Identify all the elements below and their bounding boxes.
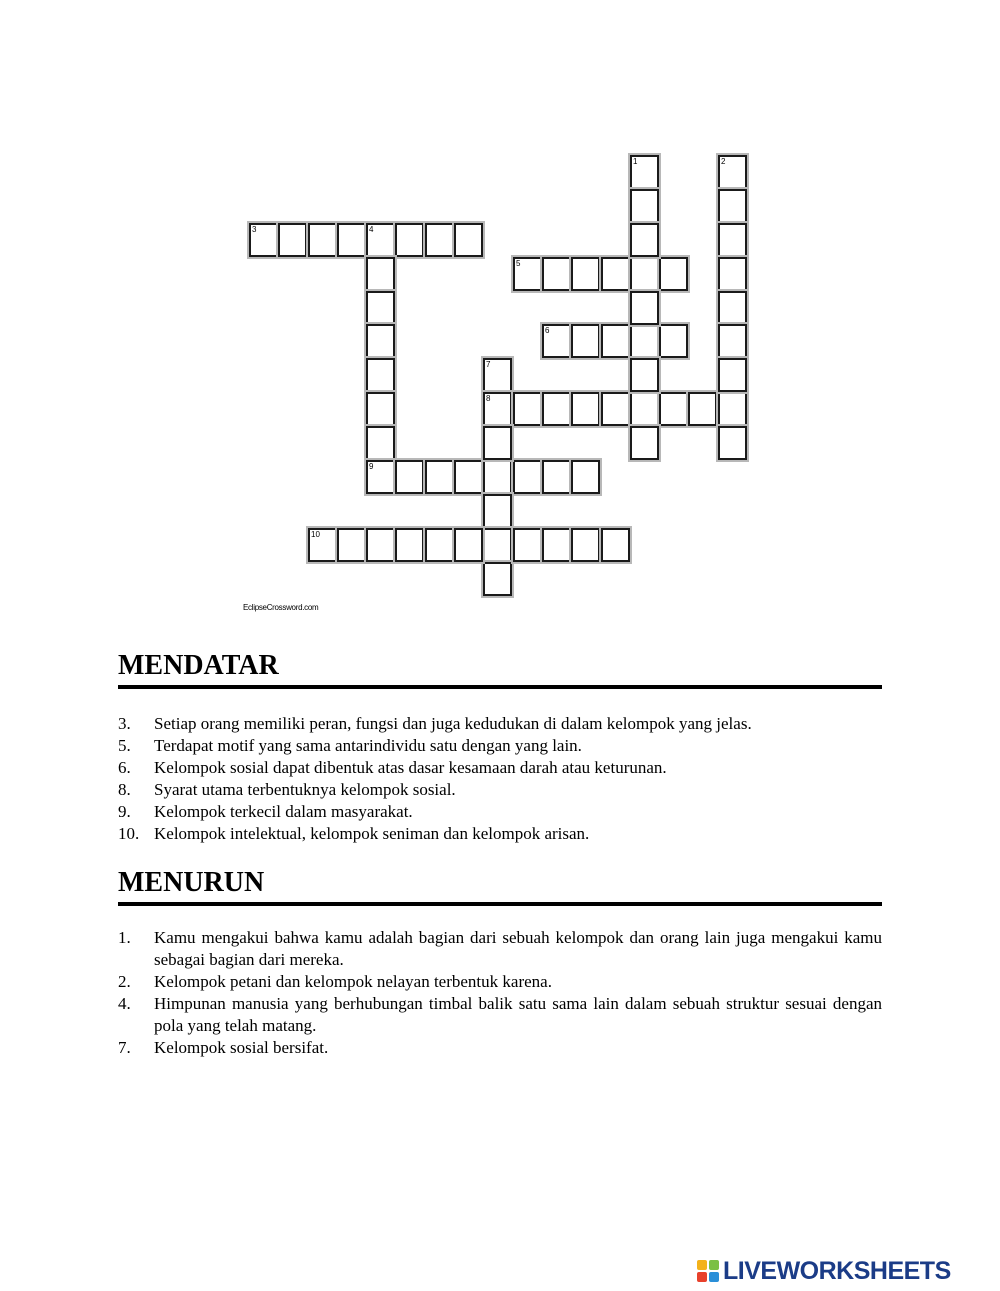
clue-down-1 bbox=[118, 927, 882, 971]
crossword-cell[interactable] bbox=[366, 460, 395, 494]
crossword-cell[interactable] bbox=[718, 392, 747, 426]
crossword-cell[interactable] bbox=[454, 528, 483, 562]
crossword-cell[interactable] bbox=[513, 460, 542, 494]
cell-number: 5 bbox=[516, 259, 521, 268]
crossword-cell[interactable] bbox=[571, 528, 600, 562]
crossword-cell[interactable] bbox=[630, 358, 659, 392]
crossword-cell[interactable] bbox=[601, 392, 630, 426]
logo-text: LIVEWORKSHEETS bbox=[723, 1256, 951, 1285]
clue-number: 5. bbox=[118, 736, 131, 755]
clue-text: Kelompok intelektual, kelompok seniman dan kelompok arisan. bbox=[154, 824, 590, 843]
down-title: MENURUN bbox=[118, 867, 265, 898]
crossword-cell[interactable] bbox=[483, 460, 512, 494]
cell-number: 8 bbox=[486, 394, 491, 403]
crossword-cell[interactable] bbox=[571, 324, 600, 358]
cell-number: 10 bbox=[311, 530, 320, 539]
crossword-cell[interactable] bbox=[542, 257, 571, 291]
crossword-cell[interactable] bbox=[718, 223, 747, 257]
crossword-cell[interactable] bbox=[425, 528, 454, 562]
clue-text: Kelompok petani dan kelompok nelayan terbentuk karena. bbox=[154, 972, 552, 991]
crossword-cell[interactable] bbox=[630, 324, 659, 358]
crossword-cell[interactable] bbox=[571, 460, 600, 494]
clue-text: Kelompok terkecil dalam masyarakat. bbox=[154, 802, 413, 821]
clue-number: 2. bbox=[118, 972, 131, 991]
cell-number: 4 bbox=[369, 225, 374, 234]
crossword-cell[interactable] bbox=[483, 358, 512, 392]
clue-across-6 bbox=[118, 757, 882, 779]
crossword-cell[interactable] bbox=[454, 460, 483, 494]
logo-mark-icon bbox=[697, 1260, 719, 1282]
crossword-cell[interactable] bbox=[542, 528, 571, 562]
crossword-cell[interactable] bbox=[718, 257, 747, 291]
crossword-cell[interactable] bbox=[513, 257, 542, 291]
liveworksheets-logo bbox=[697, 1256, 951, 1286]
clue-across-9 bbox=[118, 801, 882, 823]
crossword-cell[interactable] bbox=[718, 291, 747, 325]
crossword-cell[interactable] bbox=[630, 257, 659, 291]
across-clue-list bbox=[118, 713, 882, 845]
crossword-cell[interactable] bbox=[630, 189, 659, 223]
crossword-cell[interactable] bbox=[718, 155, 747, 189]
crossword-cell[interactable] bbox=[630, 155, 659, 189]
crossword-cell[interactable] bbox=[718, 426, 747, 460]
clue-text: Kamu mengakui bahwa kamu adalah bagian dari sebuah kelompok dan orang lain juga mengakui kamu sebagai bagian dari mereka. bbox=[154, 928, 882, 969]
clue-number: 4. bbox=[118, 994, 131, 1013]
crossword-cell[interactable] bbox=[483, 392, 512, 426]
crossword-cell[interactable] bbox=[366, 358, 395, 392]
clue-text: Setiap orang memiliki peran, fungsi dan juga kedudukan di dalam kelompok yang jelas. bbox=[154, 714, 752, 733]
clue-number: 7. bbox=[118, 1038, 131, 1057]
crossword-cell[interactable] bbox=[366, 257, 395, 291]
across-rule bbox=[118, 685, 882, 689]
crossword-cell[interactable] bbox=[630, 426, 659, 460]
crossword-cell[interactable] bbox=[542, 392, 571, 426]
crossword-cell[interactable] bbox=[366, 426, 395, 460]
crossword-cell[interactable] bbox=[630, 223, 659, 257]
crossword-cell[interactable] bbox=[395, 223, 424, 257]
logo-square-icon bbox=[697, 1272, 707, 1282]
cell-number: 3 bbox=[252, 225, 257, 234]
crossword-cell[interactable] bbox=[483, 426, 512, 460]
crossword-cell[interactable] bbox=[366, 291, 395, 325]
clue-text: Himpunan manusia yang berhubungan timbal balik satu sama lain dalam sebuah struktur sesuai dengan pola yang telah matang. bbox=[154, 994, 882, 1035]
across-title: MENDATAR bbox=[118, 650, 279, 681]
crossword-cell[interactable] bbox=[630, 392, 659, 426]
crossword-cell[interactable] bbox=[483, 528, 512, 562]
clue-text: Terdapat motif yang sama antarindividu satu dengan yang lain. bbox=[154, 736, 582, 755]
crossword-cell[interactable] bbox=[454, 223, 483, 257]
crossword-credit: EclipseCrossword.com bbox=[243, 603, 319, 612]
cell-number: 7 bbox=[486, 360, 491, 369]
crossword-cell[interactable] bbox=[337, 223, 366, 257]
crossword-cell[interactable] bbox=[483, 494, 512, 528]
crossword-cell[interactable] bbox=[395, 460, 424, 494]
clue-across-8 bbox=[118, 779, 882, 801]
crossword-cell[interactable] bbox=[601, 257, 630, 291]
crossword-cell[interactable] bbox=[249, 223, 278, 257]
crossword-cell[interactable] bbox=[571, 257, 600, 291]
cell-number: 1 bbox=[633, 157, 638, 166]
crossword-cell[interactable] bbox=[659, 392, 688, 426]
logo-square-icon bbox=[709, 1260, 719, 1270]
clue-number: 6. bbox=[118, 758, 131, 777]
clue-text: Kelompok sosial bersifat. bbox=[154, 1038, 329, 1057]
crossword-cell[interactable] bbox=[571, 392, 600, 426]
cell-number: 2 bbox=[721, 157, 726, 166]
crossword-cell[interactable] bbox=[718, 324, 747, 358]
crossword-cell[interactable] bbox=[688, 392, 717, 426]
cell-number: 9 bbox=[369, 462, 374, 471]
clue-text: Kelompok sosial dapat dibentuk atas dasar kesamaan darah atau keturunan. bbox=[154, 758, 667, 777]
clue-text: Syarat utama terbentuknya kelompok sosial. bbox=[154, 780, 456, 799]
crossword-cell[interactable] bbox=[601, 528, 630, 562]
crossword-cell[interactable] bbox=[366, 392, 395, 426]
crossword-cell[interactable] bbox=[659, 257, 688, 291]
crossword-cell[interactable] bbox=[601, 324, 630, 358]
crossword-cell[interactable] bbox=[718, 358, 747, 392]
crossword-cell[interactable] bbox=[483, 562, 512, 596]
crossword-cell[interactable] bbox=[366, 223, 395, 257]
crossword-cell[interactable] bbox=[513, 528, 542, 562]
crossword-cell[interactable] bbox=[425, 223, 454, 257]
down-clue-list bbox=[118, 927, 882, 1059]
crossword-cell[interactable] bbox=[337, 528, 366, 562]
crossword-cell[interactable] bbox=[425, 460, 454, 494]
clue-across-5 bbox=[118, 735, 882, 757]
crossword-cell[interactable] bbox=[308, 528, 337, 562]
crossword-cell[interactable] bbox=[659, 324, 688, 358]
crossword-cell[interactable] bbox=[542, 460, 571, 494]
down-rule bbox=[118, 902, 882, 906]
clue-number: 10. bbox=[118, 824, 140, 843]
clue-down-2 bbox=[118, 971, 882, 993]
crossword-cell[interactable] bbox=[278, 223, 307, 257]
crossword-cell[interactable] bbox=[366, 528, 395, 562]
crossword-cell[interactable] bbox=[542, 324, 571, 358]
crossword-cell[interactable] bbox=[513, 392, 542, 426]
crossword-cell[interactable] bbox=[395, 528, 424, 562]
logo-square-icon bbox=[709, 1272, 719, 1282]
clue-number: 3. bbox=[118, 714, 131, 733]
clue-down-7 bbox=[118, 1037, 882, 1059]
cell-number: 6 bbox=[545, 326, 550, 335]
clue-down-4 bbox=[118, 993, 882, 1037]
clue-across-3 bbox=[118, 713, 882, 735]
clue-across-10 bbox=[118, 823, 882, 845]
logo-square-icon bbox=[697, 1260, 707, 1270]
crossword-cell[interactable] bbox=[366, 324, 395, 358]
crossword-cell[interactable] bbox=[630, 291, 659, 325]
clue-number: 8. bbox=[118, 780, 131, 799]
crossword-cell[interactable] bbox=[308, 223, 337, 257]
clue-number: 1. bbox=[118, 928, 131, 947]
crossword-grid bbox=[0, 0, 1000, 620]
clue-number: 9. bbox=[118, 802, 131, 821]
crossword-cell[interactable] bbox=[718, 189, 747, 223]
